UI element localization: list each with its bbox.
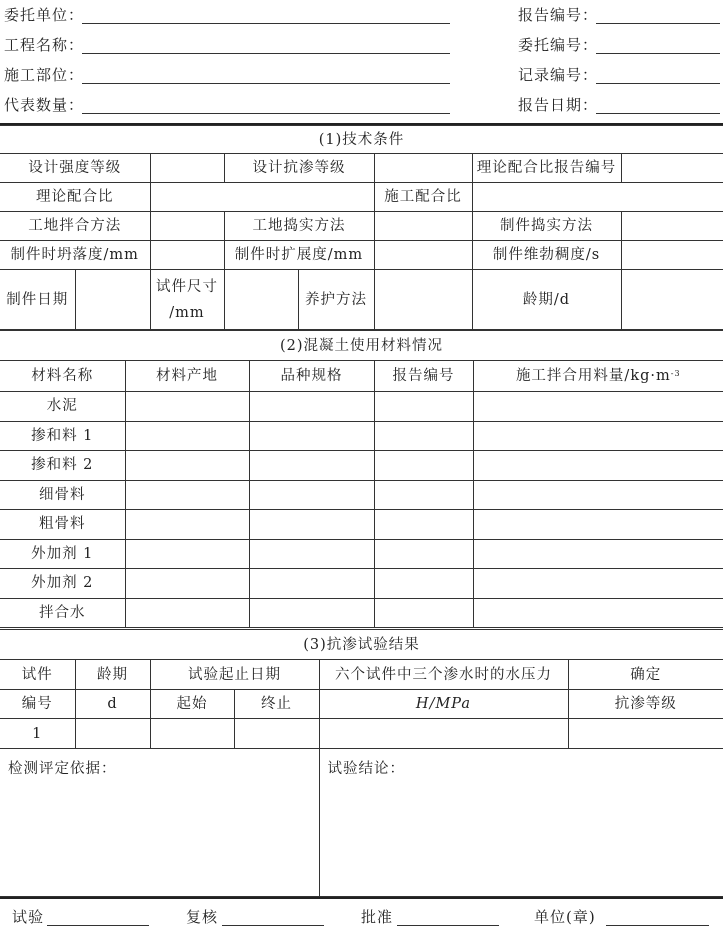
water-pressure-header: 六个试件中三个渗水时的水压力: [319, 660, 568, 690]
material-origin-cell[interactable]: [125, 510, 249, 540]
material-report-cell[interactable]: [374, 598, 473, 628]
design-strength-label: 设计强度等级: [0, 154, 150, 183]
material-name: 外加剂 2: [0, 569, 125, 599]
specimen-size-line2: /mm: [169, 304, 205, 321]
site-mixing-label: 工地拌合方法: [0, 212, 150, 241]
section1-title: (1)技术条件: [0, 126, 723, 154]
test-dates-header: 试验起止日期: [150, 660, 319, 690]
material-amount-cell[interactable]: [473, 392, 723, 422]
report-date-line[interactable]: [596, 113, 720, 114]
specimen-header: 试件: [0, 660, 75, 690]
unit-seal-label: 单位(章): [534, 908, 596, 926]
site-tamping-label: 工地捣实方法: [224, 212, 374, 241]
table-row: [0, 598, 723, 628]
table-row: [0, 539, 723, 569]
col-material-origin: 材料产地: [125, 361, 249, 392]
end-header: 终止: [234, 690, 319, 719]
section3-title: (3)抗渗试验结果: [0, 630, 723, 660]
material-origin-cell[interactable]: [125, 392, 249, 422]
material-amount-cell[interactable]: [473, 421, 723, 451]
material-origin-cell[interactable]: [125, 451, 249, 481]
number-header: 编号: [0, 690, 75, 719]
specimen-number: 1: [0, 719, 75, 749]
material-name: 拌合水: [0, 598, 125, 628]
section2-title: (2)混凝土使用材料情况: [0, 331, 723, 361]
col-material-amount-text: 施工拌合用料量/kg·m: [515, 368, 671, 384]
site-tamping-value[interactable]: [374, 212, 472, 241]
result-pressure-cell[interactable]: [319, 719, 568, 749]
material-spec-cell[interactable]: [249, 392, 374, 422]
material-spec-cell[interactable]: [249, 598, 374, 628]
material-name: 水泥: [0, 392, 125, 422]
col-material-name: 材料名称: [0, 361, 125, 392]
spread-value[interactable]: [374, 241, 472, 270]
construction-part-line[interactable]: [82, 83, 450, 84]
specimen-size-value[interactable]: [224, 270, 298, 330]
report-date-label: 报告日期：: [518, 96, 599, 114]
result-grade-cell[interactable]: [568, 719, 723, 749]
construction-part-label: 施工部位：: [4, 66, 85, 84]
report-no-line[interactable]: [596, 23, 720, 24]
unit-seal-line[interactable]: [606, 925, 709, 926]
design-strength-value[interactable]: [150, 154, 224, 183]
tester-line[interactable]: [47, 925, 149, 926]
material-spec-cell[interactable]: [249, 480, 374, 510]
pressure-unit-header: H/MPa: [319, 690, 568, 719]
material-name: 掺和料 2: [0, 451, 125, 481]
material-report-cell[interactable]: [374, 510, 473, 540]
approver-line[interactable]: [397, 925, 499, 926]
material-report-cell[interactable]: [374, 392, 473, 422]
col-material-amount-sup: -3: [670, 369, 681, 378]
material-amount-cell[interactable]: [473, 539, 723, 569]
material-spec-cell[interactable]: [249, 510, 374, 540]
material-report-cell[interactable]: [374, 569, 473, 599]
impermeability-results-table: [0, 629, 723, 897]
project-name-line[interactable]: [82, 53, 450, 54]
record-no-line[interactable]: [596, 83, 720, 84]
table-row: [0, 451, 723, 481]
design-impermeability-value[interactable]: [374, 154, 472, 183]
material-amount-cell[interactable]: [473, 510, 723, 540]
test-conclusion[interactable]: 试验结论：: [319, 749, 723, 897]
theory-mix-label: 理论配合比: [0, 183, 150, 212]
material-report-cell[interactable]: [374, 480, 473, 510]
result-start-cell[interactable]: [150, 719, 234, 749]
report-no-label: 报告编号：: [518, 6, 599, 24]
slump-value[interactable]: [150, 241, 224, 270]
site-mixing-value[interactable]: [150, 212, 224, 241]
represent-qty-line[interactable]: [82, 113, 450, 114]
determine-header: 确定: [568, 660, 723, 690]
theory-mix-value[interactable]: [150, 183, 374, 212]
table-row: [0, 569, 723, 599]
table-row: [0, 719, 723, 749]
material-amount-cell[interactable]: [473, 451, 723, 481]
specimen-size-line1: 试件尺寸: [156, 278, 218, 295]
record-no-label: 记录编号：: [518, 66, 599, 84]
material-spec-cell[interactable]: [249, 569, 374, 599]
specimen-tamping-value[interactable]: [621, 212, 723, 241]
slump-label: 制件时坍落度/mm: [0, 241, 150, 270]
vebe-value[interactable]: [621, 241, 723, 270]
table-row: [0, 421, 723, 451]
tester-label: 试验: [12, 908, 45, 926]
result-age-cell[interactable]: [75, 719, 150, 749]
material-name: 粗骨料: [0, 510, 125, 540]
materials-table: [0, 330, 723, 628]
commission-no-line[interactable]: [596, 53, 720, 54]
reviewer-label: 复核: [186, 908, 219, 926]
material-spec-cell[interactable]: [249, 451, 374, 481]
start-header: 起始: [150, 690, 234, 719]
construction-mix-label: 施工配合比: [374, 183, 472, 212]
col-material-report: 报告编号: [374, 361, 473, 392]
specimen-size-label: [150, 270, 224, 330]
material-amount-cell[interactable]: [473, 569, 723, 599]
theory-mix-report-no-label: 理论配合比报告编号: [472, 154, 621, 183]
material-report-cell[interactable]: [374, 539, 473, 569]
age-label: 龄期/d: [472, 270, 621, 330]
material-amount-cell[interactable]: [473, 480, 723, 510]
material-name: 细骨料: [0, 480, 125, 510]
construction-mix-value[interactable]: [472, 183, 723, 212]
design-impermeability-label: 设计抗渗等级: [224, 154, 374, 183]
age-unit-header: d: [75, 690, 150, 719]
approver-label: 批准: [361, 908, 394, 926]
represent-qty-label: 代表数量：: [4, 96, 85, 114]
vebe-label: 制件维勃稠度/s: [472, 241, 621, 270]
result-end-cell[interactable]: [234, 719, 319, 749]
material-report-cell[interactable]: [374, 451, 473, 481]
age-value[interactable]: [621, 270, 723, 330]
spread-label: 制件时扩展度/mm: [224, 241, 374, 270]
material-origin-cell[interactable]: [125, 480, 249, 510]
col-material-amount: [473, 361, 723, 392]
client-unit-label: 委托单位：: [4, 6, 85, 24]
curing-label: 养护方法: [298, 270, 374, 330]
material-origin-cell[interactable]: [125, 598, 249, 628]
make-date-label: 制件日期: [0, 270, 75, 330]
col-material-spec: 品种规格: [249, 361, 374, 392]
theory-mix-report-no-value[interactable]: [621, 154, 723, 183]
material-name: 掺和料 1: [0, 421, 125, 451]
material-origin-cell[interactable]: [125, 421, 249, 451]
table-row: [0, 510, 723, 540]
client-unit-line[interactable]: [82, 23, 450, 24]
table-row: [0, 480, 723, 510]
material-spec-cell[interactable]: [249, 421, 374, 451]
material-origin-cell[interactable]: [125, 569, 249, 599]
material-spec-cell[interactable]: [249, 539, 374, 569]
curing-value[interactable]: [374, 270, 472, 330]
evaluation-basis[interactable]: 检测评定依据：: [0, 749, 319, 897]
grade-header: 抗渗等级: [568, 690, 723, 719]
commission-no-label: 委托编号：: [518, 36, 599, 54]
material-origin-cell[interactable]: [125, 539, 249, 569]
bottom-rule: [0, 897, 723, 899]
make-date-value[interactable]: [75, 270, 150, 330]
reviewer-line[interactable]: [222, 925, 324, 926]
project-name-label: 工程名称：: [4, 36, 85, 54]
material-name: 外加剂 1: [0, 539, 125, 569]
age-header: 龄期: [75, 660, 150, 690]
technical-conditions-table: [0, 125, 723, 330]
specimen-tamping-label: 制件捣实方法: [472, 212, 621, 241]
material-amount-cell[interactable]: [473, 598, 723, 628]
material-report-cell[interactable]: [374, 421, 473, 451]
table-row: [0, 392, 723, 422]
